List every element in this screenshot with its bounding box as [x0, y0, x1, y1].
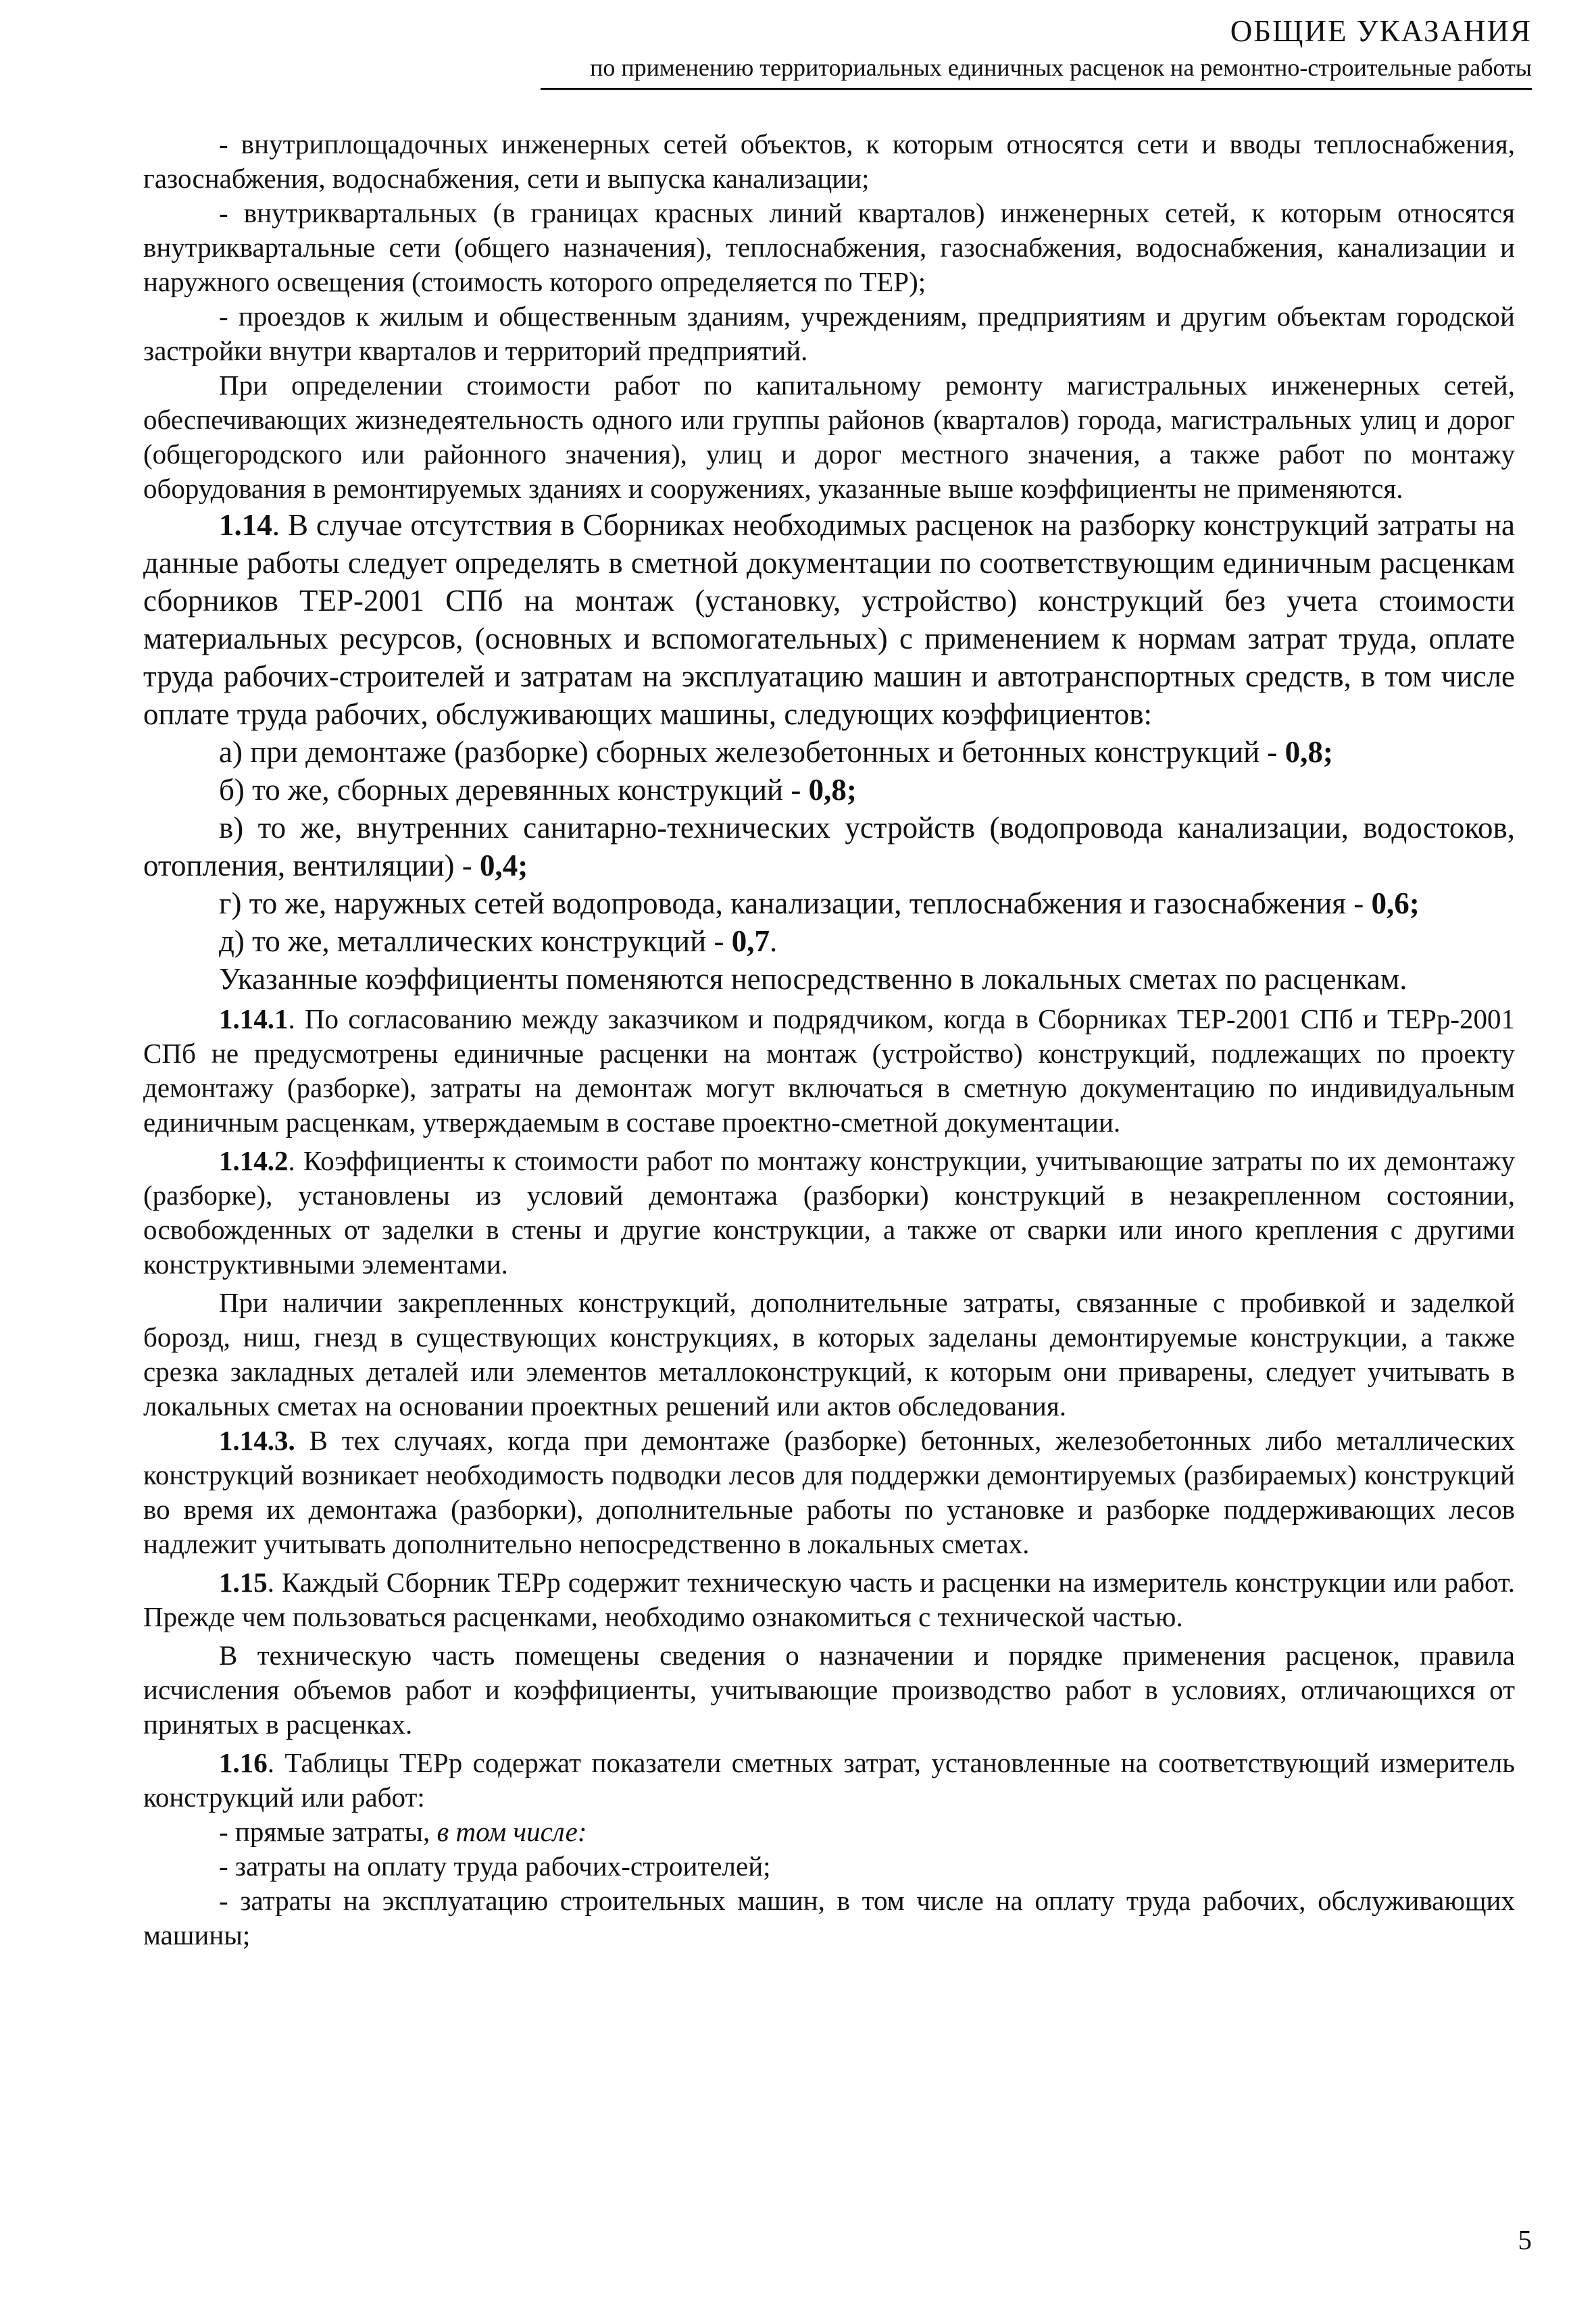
- paragraph-fixed-structures: При наличии закрепленных конструкций, дополнительные затраты, связанные с пробивкой и заделкой борозд, ниш, гнезд в существующих конструкциях, в которых заделаны демонтируемые конструкции, а также срезка закладных деталей или элементов металлоконструкций, к которым они приварены, следует учитывать в локальных сметах на основании проектных решений или актов обследования.: [143, 1287, 1515, 1422]
- paragraph-inner-block-networks: - внутриквартальных (в границах красных линий кварталов) инженерных сетей, к которым относятся внутриквартальные сети (общего назначения), теплоснабжения, газоснабжения, водоснабжения, канализации и наружного освещения (стоимость которого определяется по ТЕР);: [143, 197, 1515, 297]
- coef-value: 0,8;: [808, 773, 857, 807]
- paragraph-driveways: - проездов к жилым и общественным зданиям, учреждениям, предприятиям и другим объектам городской застройки внутри кварталов и территорий предприятий.: [143, 301, 1515, 366]
- clause-number: 1.14.2: [219, 1145, 289, 1176]
- clause-number: 1.14: [219, 508, 272, 542]
- clause-1-16: 1.16. Таблицы ТЕРр содержат показатели сметных затрат, установленные на соответствующий измеритель конструкций или работ:: [143, 1747, 1515, 1813]
- clause-1-14-2: 1.14.2. Коэффициенты к стоимости работ по монтажу конструкции, учитывающие затраты по их демонтажу (разборке), установлены из условий демонтажа (разборки) конструкций в незакрепленном состоянии, освобожденных от заделки в стены и другие конструкции, а также от сварки или иного крепления с другими конструктивными элементами.: [143, 1145, 1515, 1280]
- clause-number: 1.14.3.: [219, 1425, 295, 1456]
- coef-item-a: а) при демонтаже (разборке) сборных железобетонных и бетонных конструкций - 0,8;: [219, 735, 1333, 769]
- list-item-direct-costs: - прямые затраты, в том числе:: [219, 1816, 587, 1847]
- page-number: 5: [1518, 2224, 1532, 2255]
- coef-value: 0,8;: [1285, 735, 1333, 769]
- clause-1-14-1: 1.14.1. По согласованию между заказчиком и подрядчиком, когда в Сборниках ТЕР-2001 СПб и ТЕРр-2001 СПб не предусмотрены единичные расценки на монтаж (устройство) конструкций, подлежащих по проекту демонтажу (разборке), затраты на демонтаж могут включаться в сметную документацию по индивидуальным единичным расценкам, утверждаемым в составе проектно-сметной документации.: [143, 1003, 1515, 1138]
- list-item-labor-costs: - затраты на оплату труда рабочих-строителей;: [219, 1851, 771, 1882]
- coef-note: Указанные коэффициенты поменяются непосредственно в локальных сметах по расценкам.: [219, 962, 1407, 996]
- list-item-machine-costs: - затраты на эксплуатацию строительных машин, в том числе на оплату труда рабочих, обслуживающих машины;: [143, 1885, 1515, 1951]
- clause-number: 1.15: [219, 1567, 268, 1598]
- coef-item-g: г) то же, наружных сетей водопровода, канализации, теплоснабжения и газоснабжения - 0,6;: [219, 886, 1420, 920]
- paragraph-inner-site-networks: - внутриплощадочных инженерных сетей объектов, к которым относятся сети и вводы теплоснабжения, газоснабжения, водоснабжения, сети и выпуска канализации;: [143, 128, 1515, 194]
- clause-1-14: 1.14. В случае отсутствия в Сборниках необходимых расценок на разборку конструкций затраты на данные работы следует определять в сметной документации по соответствующим единичным расценкам сборников ТЕР-2001 СПб на монтаж (установку, устройство) конструкций без учета стоимости материальных ресурсов, (основных и вспомогательных) с применением к нормам затрат труда, оплате труда рабочих-строителей и затратам на эксплуатацию машин и автотранспортных средств, в том числе оплате труда рабочих, обслуживающих машины, следующих коэффициентов:: [143, 508, 1515, 731]
- clause-number: 1.16: [219, 1747, 268, 1778]
- coef-value: 0,7: [731, 924, 770, 958]
- paragraph-technical-part: В техническую часть помещены сведения о назначении и порядке применения расценок, правила исчисления объемов работ и коэффициенты, учитывающие производство работ в условиях, отличающихся от принятых в расценках.: [143, 1640, 1515, 1740]
- section-subtitle: по применению территориальных единичных расценок на ремонтно-строительные работы: [590, 54, 1532, 81]
- coef-value: 0,4;: [480, 849, 528, 882]
- document-body: [143, 127, 1515, 1953]
- header-rule: [541, 88, 1532, 90]
- clause-1-15: 1.15. Каждый Сборник ТЕРр содержит техническую часть и расценки на измеритель конструкции или работ. Прежде чем пользоваться расценками, необходимо ознакомиться с технической частью.: [143, 1567, 1515, 1632]
- coef-item-b: б) то же, сборных деревянных конструкций - 0,8;: [219, 773, 857, 807]
- clause-number: 1.14.1: [219, 1003, 289, 1034]
- coef-value: 0,6;: [1371, 886, 1420, 920]
- section-title: ОБЩИЕ УКАЗАНИЯ: [1230, 14, 1532, 48]
- clause-1-14-3: 1.14.3. В тех случаях, когда при демонтаже (разборке) бетонных, железобетонных либо металлических конструкций возникает необходимость подводки лесов для поддержки демонтируемых (разбираемых) конструкций во время их демонтажа (разборки), дополнительные работы по установке и разборке поддерживающих лесов надлежит учитывать дополнительно непосредственно в локальных сметах.: [143, 1425, 1515, 1559]
- coef-item-v: в) то же, внутренних санитарно-технических устройств (водопровода канализации, водостоков, отопления, вентиляции) - 0,4;: [143, 811, 1515, 882]
- coef-item-d: д) то же, металлических конструкций - 0,7.: [219, 924, 778, 958]
- paragraph-main-networks: При определении стоимости работ по капитальному ремонту магистральных инженерных сетей, обеспечивающих жизнедеятельность одного или группы районов (кварталов) города, магистральных улиц и дорог (общегородского или районного значения), улиц и дорог местного значения, а также работ по монтажу оборудования в ремонтируемых зданиях и сооружениях, указанные выше коэффициенты не применяются.: [143, 370, 1515, 504]
